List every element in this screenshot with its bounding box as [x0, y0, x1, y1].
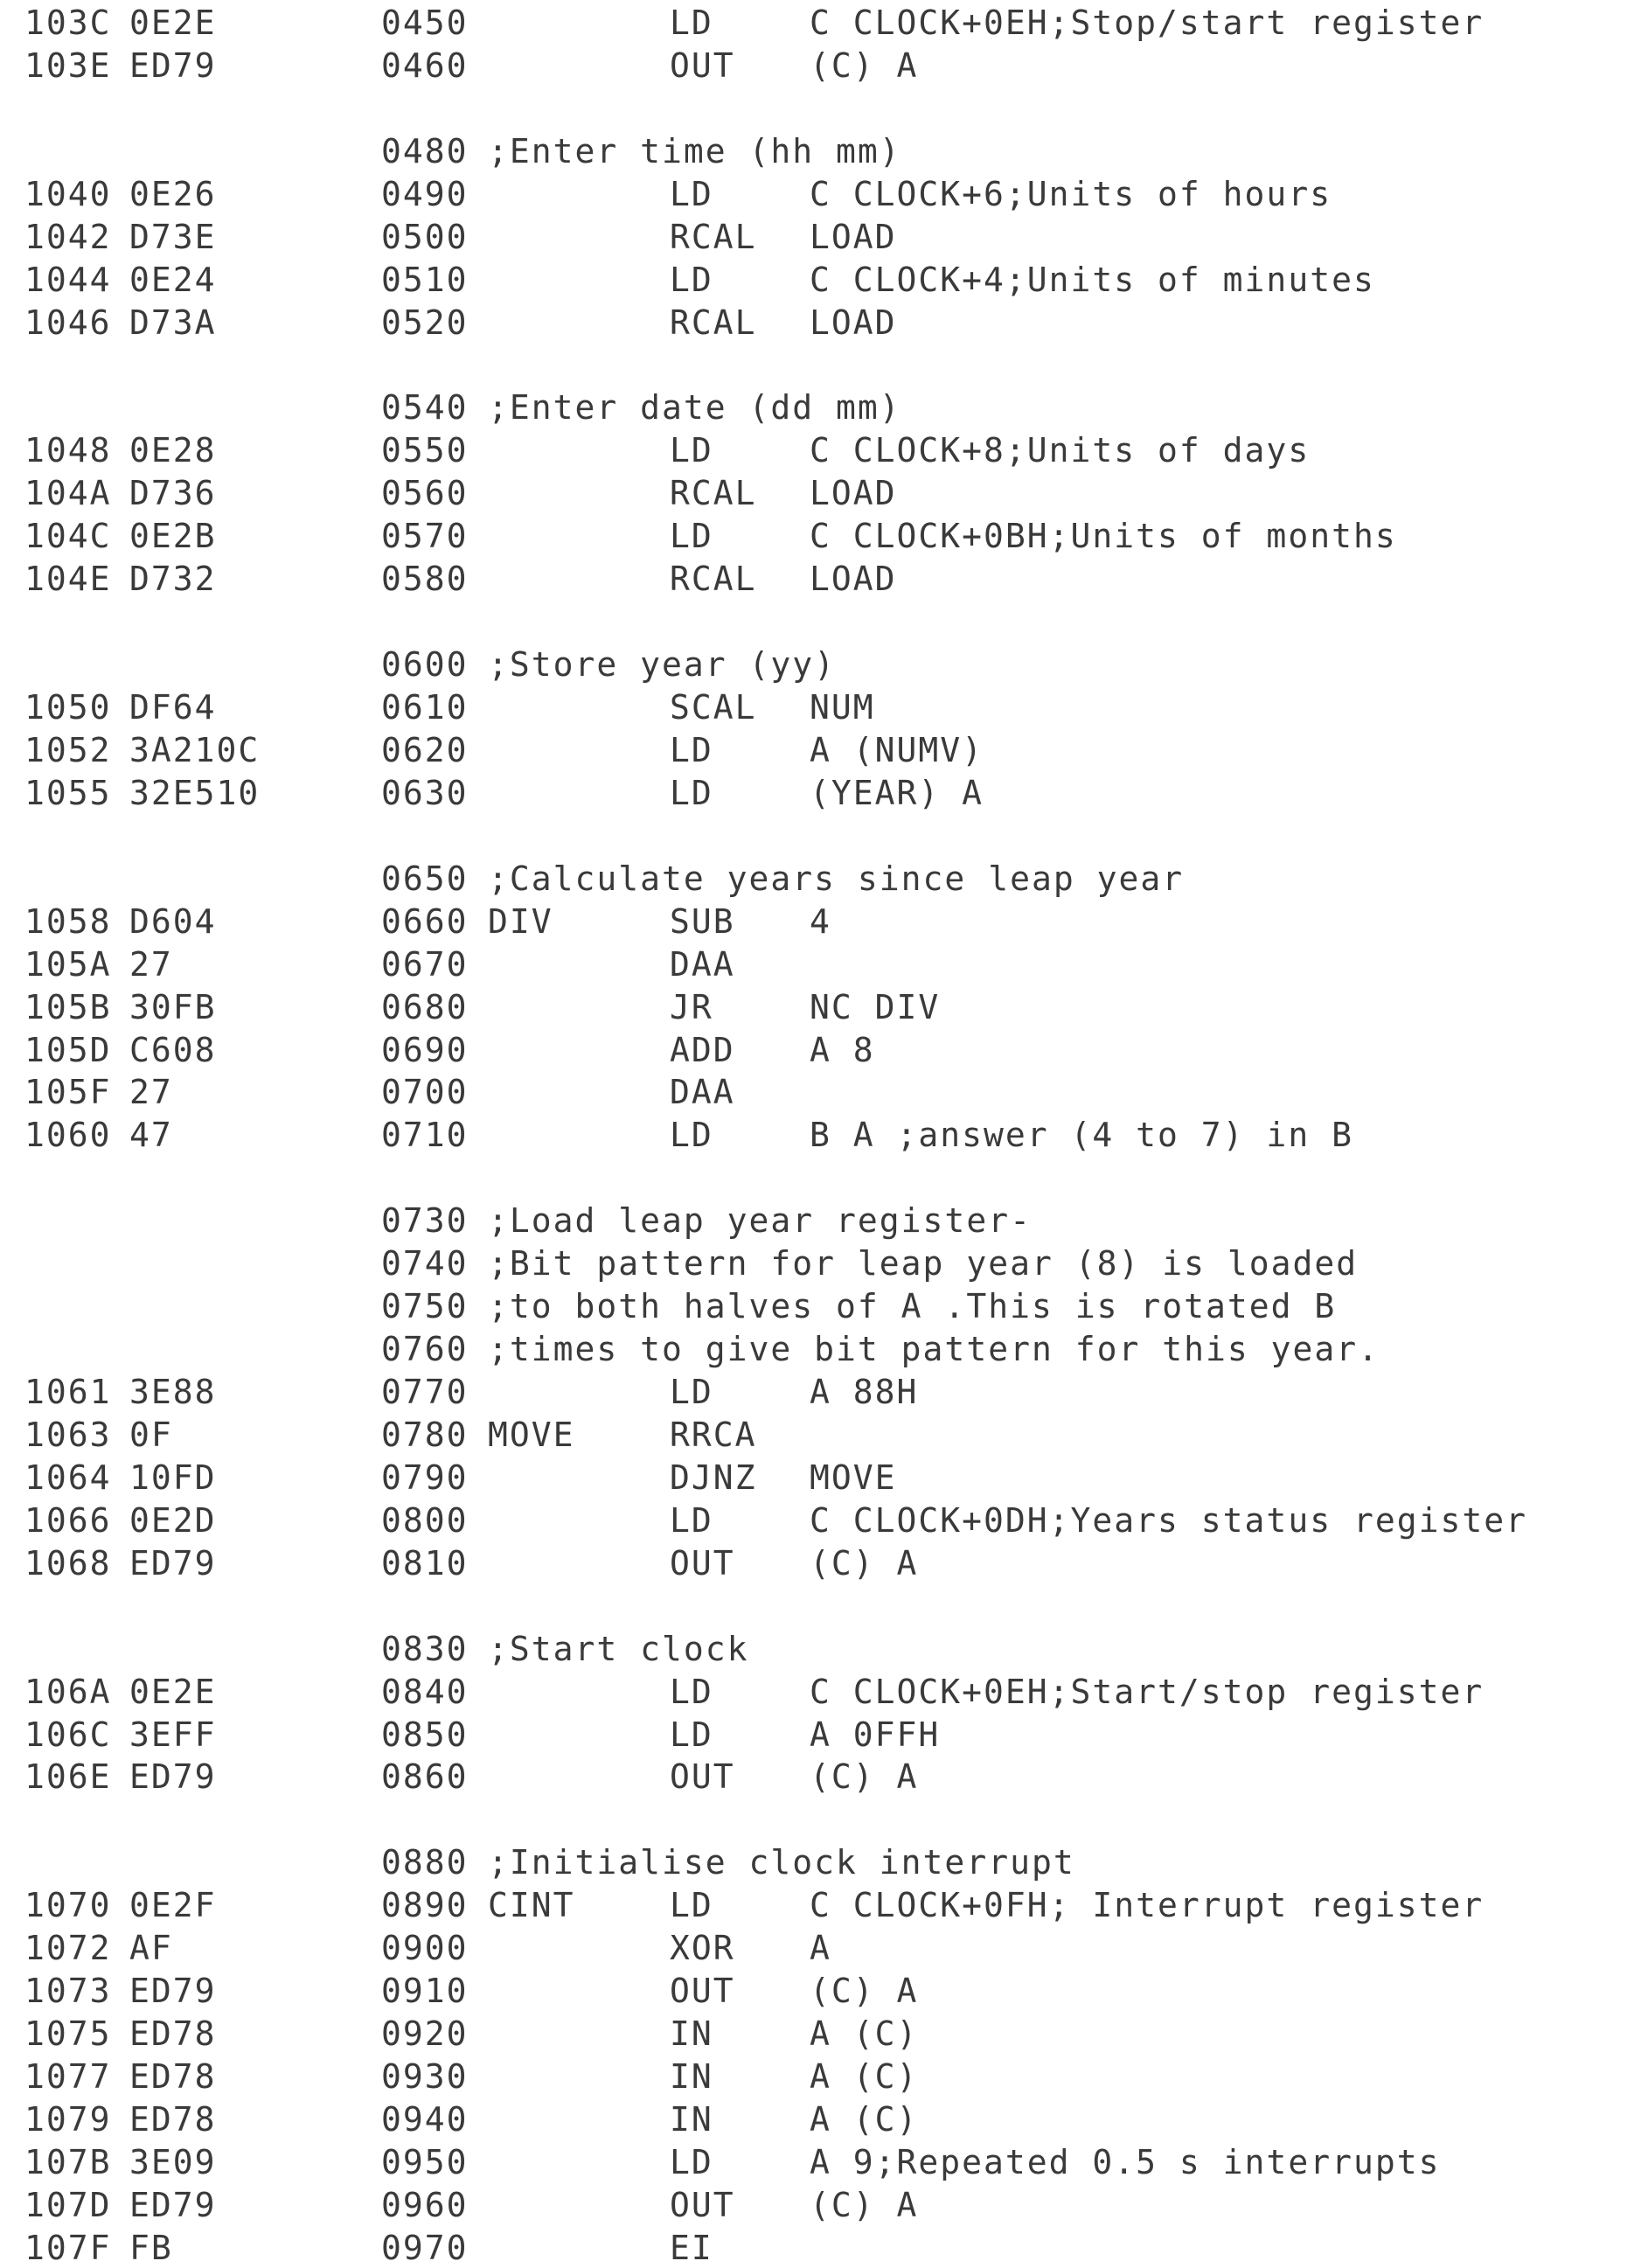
assembly-listing [24, 0, 1642, 2268]
machine-code: 3E09 [129, 2142, 217, 2181]
memory-address: 105A [24, 944, 112, 984]
listing-line [24, 343, 1642, 386]
listing-line [24, 1155, 1642, 1198]
source-line-number: 0700 [381, 1073, 469, 1112]
source-line-number: 0750 [381, 1287, 469, 1326]
operands: LOAD [810, 217, 897, 256]
listing-line [24, 1754, 1642, 1797]
source-line-number: 0950 [381, 2142, 469, 2181]
source-line-number: 0810 [381, 1543, 469, 1583]
source-line-number: 0740 [381, 1244, 469, 1284]
source-line-number: 0620 [381, 730, 469, 769]
mnemonic: LD [670, 517, 713, 556]
memory-address: 1042 [24, 217, 112, 256]
listing-line [24, 1198, 1642, 1241]
mnemonic: LD [670, 2142, 713, 2181]
memory-address: 103C [24, 3, 112, 42]
listing-line [24, 1284, 1642, 1326]
mnemonic: LD [670, 174, 713, 213]
comment-text: ;Bit pattern for leap year (8) is loaded [488, 1244, 1359, 1284]
listing-line [24, 1797, 1642, 1840]
operands: C CLOCK+0EH;Start/stop register [810, 1672, 1485, 1711]
machine-code: 0E2F [129, 1886, 217, 1925]
operands: A 88H [810, 1373, 919, 1411]
listing-line [24, 43, 1642, 86]
source-line-number: 0450 [381, 3, 469, 42]
listing-line [24, 856, 1642, 899]
machine-code: 0E2E [129, 3, 217, 42]
machine-code: ED79 [129, 1543, 217, 1583]
listing-line [24, 385, 1642, 428]
machine-code: D604 [129, 901, 217, 941]
listing-line [24, 556, 1642, 599]
source-line-number: 0630 [381, 773, 469, 812]
machine-code: D732 [129, 560, 217, 599]
source-line-number: 0680 [381, 987, 469, 1026]
listing-line [24, 1069, 1642, 1112]
listing-line [24, 257, 1642, 300]
mnemonic: OUT [670, 1757, 735, 1797]
memory-address: 1072 [24, 1929, 112, 1968]
memory-address: 1077 [24, 2057, 112, 2096]
source-line-number: 0670 [381, 944, 469, 984]
operands: 4 [810, 901, 831, 941]
mnemonic: LD [670, 3, 713, 42]
operands: B A ;answer (4 to 7) in B [810, 1116, 1353, 1155]
memory-address: 1046 [24, 303, 112, 342]
memory-address: 106A [24, 1672, 112, 1711]
machine-code: 32E510 [129, 773, 261, 812]
mnemonic: EI [670, 2228, 713, 2267]
listing-line [24, 2182, 1642, 2225]
listing-line [24, 214, 1642, 257]
listing-line [24, 1498, 1642, 1541]
mnemonic: DJNZ [670, 1458, 757, 1497]
memory-address: 1060 [24, 1116, 112, 1155]
machine-code: 0E2B [129, 517, 217, 556]
machine-code: D736 [129, 474, 217, 513]
listing-line [24, 2225, 1642, 2268]
operands: A 0FFH [810, 1715, 941, 1754]
source-line-number: 0480 [381, 131, 469, 170]
listing-line [24, 770, 1642, 813]
mnemonic: JR [670, 987, 713, 1026]
mnemonic: OUT [670, 2185, 735, 2224]
listing-line [24, 1712, 1642, 1755]
memory-address: 1063 [24, 1415, 112, 1454]
comment-text: ;Load leap year register- [488, 1201, 1032, 1241]
memory-address: 1073 [24, 1972, 112, 2011]
listing-line [24, 1326, 1642, 1369]
source-line-number: 0580 [381, 560, 469, 599]
source-line-number: 0550 [381, 431, 469, 470]
comment-text: ;Calculate years since leap year [488, 859, 1185, 898]
operands: (C) A [810, 1972, 919, 2011]
memory-address: 1048 [24, 431, 112, 470]
operands: NUM [810, 688, 875, 727]
memory-address: 1075 [24, 2014, 112, 2054]
listing-line [24, 1840, 1642, 1882]
machine-code: 27 [129, 1073, 173, 1112]
listing-line [24, 727, 1642, 770]
mnemonic: LD [670, 1672, 713, 1711]
listing-line [24, 642, 1642, 685]
mnemonic: DAA [670, 1073, 735, 1112]
source-line-number: 0520 [381, 303, 469, 342]
mnemonic: ADD [670, 1030, 735, 1069]
memory-address: 1055 [24, 773, 112, 812]
operands: LOAD [810, 474, 897, 513]
machine-code: 0E26 [129, 174, 217, 213]
source-line-number: 0960 [381, 2185, 469, 2224]
label-field: MOVE [488, 1415, 575, 1454]
listing-line [24, 129, 1642, 171]
machine-code: ED79 [129, 45, 217, 85]
listing-line [24, 1455, 1642, 1498]
machine-code: ED78 [129, 2057, 217, 2096]
source-line-number: 0540 [381, 388, 469, 428]
machine-code: D73E [129, 217, 217, 256]
machine-code: 0E28 [129, 431, 217, 470]
listing-line [24, 1968, 1642, 2011]
source-line-number: 0940 [381, 2099, 469, 2139]
comment-text: ;Enter date (dd mm) [488, 388, 901, 428]
memory-address: 104E [24, 560, 112, 599]
memory-address: 1066 [24, 1500, 112, 1540]
operands: MOVE [810, 1458, 897, 1497]
listing-line [24, 942, 1642, 984]
machine-code: ED79 [129, 1972, 217, 2011]
mnemonic: LD [670, 260, 713, 299]
memory-address: 1058 [24, 901, 112, 941]
mnemonic: IN [670, 2099, 713, 2139]
memory-address: 1050 [24, 688, 112, 727]
memory-address: 106E [24, 1757, 112, 1797]
mnemonic: XOR [670, 1929, 735, 1968]
source-line-number: 0850 [381, 1715, 469, 1754]
source-line-number: 0650 [381, 859, 469, 898]
machine-code: 3A210C [129, 730, 261, 769]
machine-code: 10FD [129, 1458, 217, 1497]
operands: C CLOCK+0FH; Interrupt register [810, 1886, 1485, 1925]
source-line-number: 0840 [381, 1672, 469, 1711]
listing-line [24, 1669, 1642, 1712]
comment-text: ;Start clock [488, 1629, 749, 1668]
operands: A (C) [810, 2057, 919, 2096]
operands: C CLOCK+6;Units of hours [810, 174, 1332, 213]
operands: C CLOCK+0BH;Units of months [810, 517, 1397, 556]
memory-address: 105F [24, 1073, 112, 1112]
memory-address: 1068 [24, 1543, 112, 1583]
source-line-number: 0880 [381, 1843, 469, 1882]
mnemonic: DAA [670, 944, 735, 984]
machine-code: DF64 [129, 688, 217, 727]
machine-code: 47 [129, 1116, 173, 1155]
source-line-number: 0570 [381, 517, 469, 556]
memory-address: 106C [24, 1715, 112, 1754]
listing-line [24, 599, 1642, 642]
memory-address: 1040 [24, 174, 112, 213]
mnemonic: OUT [670, 45, 735, 85]
label-field: DIV [488, 901, 553, 941]
mnemonic: SCAL [670, 688, 757, 727]
memory-address: 105B [24, 987, 112, 1026]
source-line-number: 0460 [381, 45, 469, 85]
source-line-number: 0800 [381, 1500, 469, 1540]
operands: (C) A [810, 1757, 919, 1797]
listing-line [24, 2097, 1642, 2139]
operands: (C) A [810, 2185, 919, 2224]
source-line-number: 0510 [381, 260, 469, 299]
source-line-number: 0790 [381, 1458, 469, 1497]
listing-line [24, 470, 1642, 513]
memory-address: 1044 [24, 260, 112, 299]
source-line-number: 0970 [381, 2228, 469, 2267]
operands: A [810, 1929, 831, 1968]
comment-text: ;Initialise clock interrupt [488, 1843, 1075, 1882]
listing-line [24, 984, 1642, 1027]
listing-line [24, 1027, 1642, 1070]
listing-line [24, 2011, 1642, 2054]
operands: A (C) [810, 2099, 919, 2139]
machine-code: C608 [129, 1030, 217, 1069]
source-line-number: 0760 [381, 1330, 469, 1369]
operands: A 8 [810, 1030, 875, 1069]
memory-address: 1064 [24, 1458, 112, 1497]
listing-line [24, 2139, 1642, 2182]
listing-line [24, 2054, 1642, 2097]
machine-code: 3E88 [129, 1373, 217, 1411]
memory-address: 1070 [24, 1886, 112, 1925]
listing-line [24, 1925, 1642, 1968]
source-line-number: 0910 [381, 1972, 469, 2011]
memory-address: 105D [24, 1030, 112, 1069]
mnemonic: LD [670, 1116, 713, 1155]
listing-line [24, 1541, 1642, 1583]
listing-line [24, 1882, 1642, 1925]
memory-address: 107B [24, 2142, 112, 2181]
mnemonic: IN [670, 2014, 713, 2054]
memory-address: 104C [24, 517, 112, 556]
listing-line [24, 1112, 1642, 1155]
source-line-number: 0830 [381, 1629, 469, 1668]
source-line-number: 0610 [381, 688, 469, 727]
machine-code: 30FB [129, 987, 217, 1026]
comment-text: ;Store year (yy) [488, 645, 837, 685]
source-line-number: 0930 [381, 2057, 469, 2096]
mnemonic: LD [670, 773, 713, 812]
listing-line [24, 813, 1642, 856]
operands: LOAD [810, 560, 897, 599]
machine-code: 0F [129, 1415, 173, 1454]
mnemonic: SUB [670, 901, 735, 941]
source-line-number: 0690 [381, 1030, 469, 1069]
machine-code: ED78 [129, 2014, 217, 2054]
operands: (YEAR) A [810, 773, 984, 812]
memory-address: 104A [24, 474, 112, 513]
mnemonic: LD [670, 431, 713, 470]
mnemonic: LD [670, 1500, 713, 1540]
operands: (C) A [810, 45, 919, 85]
operands: C CLOCK+0EH;Stop/start register [810, 3, 1485, 42]
source-line-number: 0780 [381, 1415, 469, 1454]
memory-address: 1061 [24, 1373, 112, 1411]
listing-line [24, 1626, 1642, 1669]
mnemonic: OUT [670, 1543, 735, 1583]
listing-line [24, 0, 1642, 43]
machine-code: D73A [129, 303, 217, 342]
machine-code: ED79 [129, 1757, 217, 1797]
operands: NC DIV [810, 987, 941, 1026]
operands: (C) A [810, 1543, 919, 1583]
memory-address: 103E [24, 45, 112, 85]
machine-code: FB [129, 2228, 173, 2267]
listing-line [24, 428, 1642, 470]
mnemonic: LD [670, 1715, 713, 1754]
listing-line [24, 685, 1642, 727]
listing-line [24, 1241, 1642, 1284]
mnemonic: LD [670, 730, 713, 769]
source-line-number: 0500 [381, 217, 469, 256]
machine-code: AF [129, 1929, 173, 1968]
memory-address: 1052 [24, 730, 112, 769]
machine-code: 27 [129, 944, 173, 984]
source-line-number: 0490 [381, 174, 469, 213]
listing-line [24, 86, 1642, 129]
mnemonic: RCAL [670, 217, 757, 256]
listing-line [24, 513, 1642, 556]
operands: LOAD [810, 303, 897, 342]
operands: C CLOCK+4;Units of minutes [810, 260, 1375, 299]
operands: C CLOCK+0DH;Years status register [810, 1500, 1527, 1540]
mnemonic: RCAL [670, 303, 757, 342]
mnemonic: RRCA [670, 1415, 757, 1454]
machine-code: ED79 [129, 2185, 217, 2224]
mnemonic: RCAL [670, 474, 757, 513]
listing-line [24, 1412, 1642, 1455]
listing-line [24, 1369, 1642, 1412]
memory-address: 107F [24, 2228, 112, 2267]
operands: A 9;Repeated 0.5 s interrupts [810, 2142, 1441, 2181]
source-line-number: 0890 [381, 1886, 469, 1925]
label-field: CINT [488, 1886, 575, 1925]
machine-code: 0E2D [129, 1500, 217, 1540]
mnemonic: OUT [670, 1972, 735, 2011]
source-line-number: 0770 [381, 1373, 469, 1411]
operands: A (C) [810, 2014, 919, 2054]
source-line-number: 0600 [381, 645, 469, 685]
machine-code: 0E2E [129, 1672, 217, 1711]
operands: A (NUMV) [810, 730, 984, 769]
source-line-number: 0900 [381, 1929, 469, 1968]
mnemonic: LD [670, 1886, 713, 1925]
listing-line [24, 1583, 1642, 1626]
listing-line [24, 899, 1642, 942]
source-line-number: 0920 [381, 2014, 469, 2054]
memory-address: 107D [24, 2185, 112, 2224]
mnemonic: IN [670, 2057, 713, 2096]
source-line-number: 0660 [381, 901, 469, 941]
listing-line [24, 300, 1642, 343]
listing-line [24, 171, 1642, 214]
operands: C CLOCK+8;Units of days [810, 431, 1311, 470]
machine-code: 0E24 [129, 260, 217, 299]
mnemonic: LD [670, 1373, 713, 1411]
source-line-number: 0730 [381, 1201, 469, 1241]
memory-address: 1079 [24, 2099, 112, 2139]
machine-code: ED78 [129, 2099, 217, 2139]
mnemonic: RCAL [670, 560, 757, 599]
source-line-number: 0860 [381, 1757, 469, 1797]
machine-code: 3EFF [129, 1715, 217, 1754]
comment-text: ;Enter time (hh mm) [488, 131, 901, 170]
comment-text: ;times to give bit pattern for this year. [488, 1330, 1380, 1369]
source-line-number: 0710 [381, 1116, 469, 1155]
comment-text: ;to both halves of A .This is rotated B [488, 1287, 1337, 1326]
source-line-number: 0560 [381, 474, 469, 513]
